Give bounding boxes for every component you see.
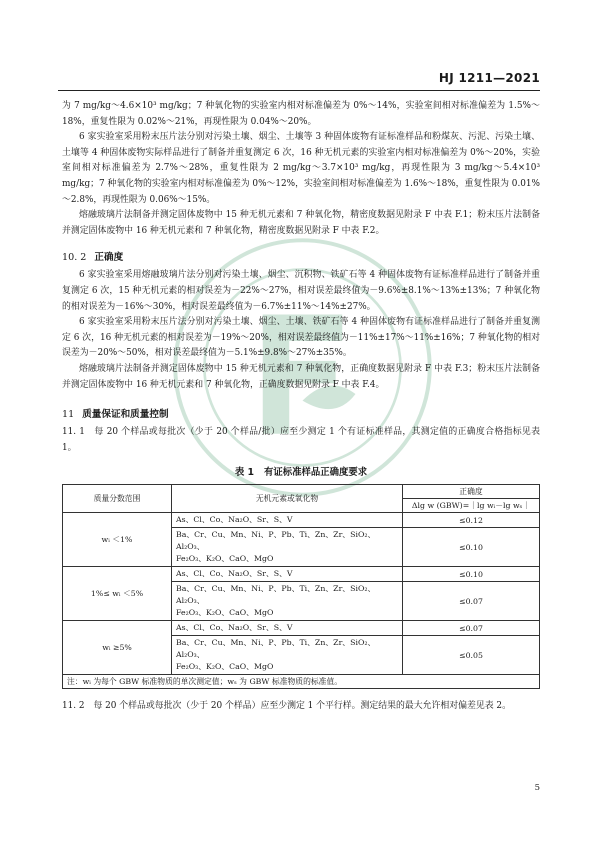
paragraph-pressed-pellet-accuracy: 6 家实验室采用粉末压片法分别对污染土壤、烟尘、土壤、铁矿石等 4 种固体废物有证标准样品进行了制备并重复测定 6 次，16 种无机元素的相对误差为－19%～20%，相对误差最终值为－11%±17%～11%±16%；7 种氧化物的相对误差为－20%～50%，相对误差最终值为－5.1%±9.8%～27%±35%。 xyxy=(62,317,540,359)
element-list-line: As、Cl、Co、Na₂O、Sr、S、V xyxy=(176,515,293,525)
mass-fraction-range-cell: 1%≤ wᵢ ＜5% xyxy=(63,567,172,621)
mass-fraction-range-cell: wᵢ ＜1% xyxy=(63,513,172,567)
paragraph-precision-reference: 熔融玻璃片法制备并测定固体废物中 15 种无机元素和 7 种氧化物，精密度数据见附录 F 中表 F.1；粉末压片法制备并测定固体废物中 16 种无机元素和 7 种氧化物，精密度数据见附录 F 中表 F.2。 xyxy=(62,210,540,236)
element-list-line: Fe₂O₃、K₂O、CaO、MgO xyxy=(176,554,274,564)
element-list-cell xyxy=(172,513,403,528)
element-list-cell xyxy=(172,621,403,636)
header-element-or-oxide: 无机元素或氧化物 xyxy=(172,485,403,513)
header-rule xyxy=(58,90,540,91)
accuracy-limit-cell: ≤0.10 xyxy=(403,567,540,582)
header-mass-fraction-range: 质量分数范围 xyxy=(63,485,172,513)
page-number: 5 xyxy=(534,783,540,793)
accuracy-limit-cell: ≤0.07 xyxy=(403,621,540,636)
section-number: 11 xyxy=(62,409,75,421)
element-list-cell xyxy=(172,528,403,567)
header-accuracy: 正确度 xyxy=(403,485,540,499)
paragraph-11-1: 11. 1 每 20 个样品或每批次（少于 20 个样品/批）应至少测定 1 个有证标准样品，其测定值的正确度合格指标见表 1。 xyxy=(62,427,540,453)
paragraph-accuracy-reference: 熔融玻璃片法制备并测定固体废物中 15 种无机元素和 7 种氧化物，正确度数据见附录 F 中表 F.3；粉末压片法制备并测定固体废物中 16 种无机元素和 7 种氧化物，正确度数据见附录 F 中表 F.4。 xyxy=(62,363,540,390)
table-row xyxy=(63,513,540,528)
element-list-line: Ba、Cr、Cu、Mn、Ni、P、Pb、Ti、Zn、Zr、SiO₂、Al₂O₃、 xyxy=(176,584,376,606)
header-accuracy-formula: Δlg w (GBW)=｜lg wᵢ－lg wₛ｜ xyxy=(403,499,540,513)
document-body xyxy=(62,99,540,715)
table-body xyxy=(63,513,540,675)
standard-code: HJ 1211—2021 xyxy=(438,71,540,85)
paragraph-fused-bead-accuracy: 6 家实验室采用熔融玻璃片法分别对污染土壤、烟尘、沉积物、铁矿石等 4 种固体废物有证标准样品进行了制备并重复测定 6 次，15 种无机元素的相对误差为－22%～27%，相对误差最终值为－9.6%±8.1%～13%±13%；7 种氧化物的相对误差为－16%～30%，相对误差最终值为－6.7%±11%～14%±27%。 xyxy=(62,270,540,312)
paragraph-precision-continued: 为 7 mg/kg～4.6×10³ mg/kg；7 种氧化物的实验室内相对标准偏差为 0%～14%，实验室间相对标准偏差为 1.5%～18%，重复性限为 0.02%～21%，再现性限为 0.04%～20%。 xyxy=(62,101,540,127)
table-caption-title: 有证标准样品正确度要求 xyxy=(264,467,368,479)
accuracy-limit-cell: ≤0.05 xyxy=(403,636,540,675)
section-heading-10-2 xyxy=(62,249,540,263)
element-list-line: Ba、Cr、Cu、Mn、Ni、P、Pb、Ti、Zn、Zr、SiO₂、Al₂O₃、 xyxy=(176,530,376,552)
paragraph-pressed-pellet-precision: 6 家实验室采用粉末压片法分别对污染土壤、烟尘、土壤等 3 种固体废物有证标准样品和粉煤灰、污泥、污染土壤、土壤等 4 种固体废物实际样品进行了制备并重复测定 6 次，16 种无机元素的实验室内相对标准偏差为 0%～20%，实验室间相对标准偏差为 2.7%～28%，重复性限为 2 mg/kg～3.7×10³ mg/kg，再现性限为 3 mg/kg～5.4×10³ mg/kg；7 种氧化物的实验室内相对标准偏差为 0%～12%，实验室间相对标准偏差为 1.6%～18%，重复性限为 0.01%～2.8%，再现性限为 0.06%～15%。 xyxy=(62,132,540,205)
accuracy-requirements-table xyxy=(62,484,540,689)
table-row xyxy=(63,621,540,636)
element-list-line: Fe₂O₃、K₂O、CaO、MgO xyxy=(176,662,274,672)
table-row xyxy=(63,567,540,582)
accuracy-limit-cell: ≤0.12 xyxy=(403,513,540,528)
mass-fraction-range-cell: wᵢ ≥5% xyxy=(63,621,172,675)
accuracy-limit-cell: ≤0.10 xyxy=(403,528,540,567)
table-caption-number: 表 1 xyxy=(234,467,255,479)
section-number: 10. 2 xyxy=(62,252,87,264)
section-title: 正确度 xyxy=(94,252,124,264)
accuracy-limit-cell: ≤0.07 xyxy=(403,582,540,621)
table-caption xyxy=(62,464,540,478)
table-note: 注：wᵢ 为每个 GBW 标准物质的单次测定值；wₛ 为 GBW 标准物质的标准值。 xyxy=(63,675,540,689)
element-list-cell xyxy=(172,582,403,621)
paragraph-11-2: 11. 2 每 20 个样品或每批次（少于 20 个样品）应至少测定 1 个平行样。测定结果的最大允许相对偏差见表 2。 xyxy=(62,701,511,712)
section-title: 质量保证和质量控制 xyxy=(82,409,169,421)
element-list-line: Fe₂O₃、K₂O、CaO、MgO xyxy=(176,608,274,618)
section-heading-11 xyxy=(62,406,540,420)
element-list-line: As、Cl、Co、Na₂O、Sr、S、V xyxy=(176,623,293,633)
element-list-line: Ba、Cr、Cu、Mn、Ni、P、Pb、Ti、Zn、Zr、SiO₂、Al₂O₃、 xyxy=(176,638,376,660)
element-list-cell xyxy=(172,567,403,582)
element-list-line: As、Cl、Co、Na₂O、Sr、S、V xyxy=(176,569,293,579)
element-list-cell xyxy=(172,636,403,675)
